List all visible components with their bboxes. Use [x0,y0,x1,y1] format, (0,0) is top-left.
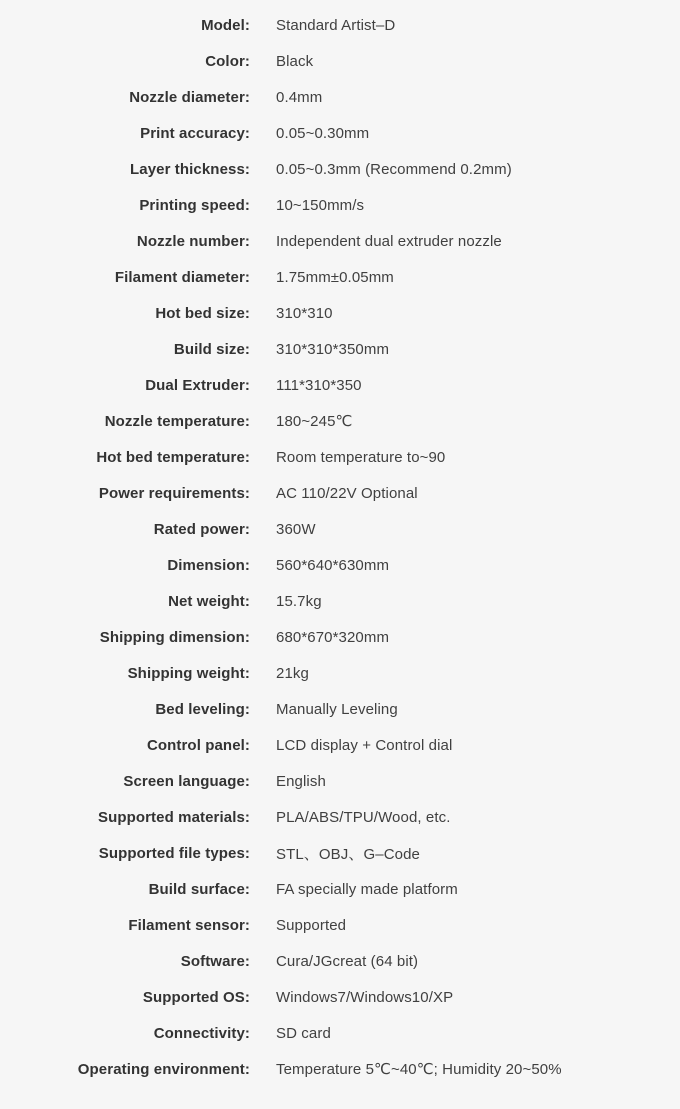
spec-label: Connectivity: [153,1024,250,1042]
spec-label: Model: [201,16,250,34]
spec-value: 310*310*350mm [276,340,390,358]
spec-label: Filament diameter: [114,268,250,286]
spec-row-print-accuracy [0,115,680,151]
spec-value: FA specially made platform [276,880,458,898]
spec-row-layer-thickness [0,151,680,187]
spec-value: Temperature 5℃~40℃; Humidity 20~50% [276,1061,562,1078]
spec-label: Power requirements: [98,484,250,502]
spec-value: 0.05~0.3mm (Recommend 0.2mm) [276,160,512,178]
spec-row-screen-language [0,763,680,799]
spec-row-printing-speed [0,187,680,223]
spec-label: Layer thickness: [130,160,250,178]
spec-row-nozzle-diameter [0,79,680,115]
spec-row-shipping-weight [0,655,680,691]
spec-label: Screen language: [123,772,250,790]
spec-value: 0.4mm [276,88,323,106]
spec-label: Print accuracy: [140,124,250,142]
spec-value: English [276,772,326,790]
spec-row-control-panel [0,727,680,763]
spec-label: Supported OS: [142,988,250,1006]
spec-value: AC 110/22V Optional [276,484,418,502]
spec-value: Supported [276,916,347,934]
spec-label: Nozzle diameter: [129,88,250,106]
spec-row-connectivity [0,1015,680,1051]
spec-value: 680*670*320mm [276,628,390,646]
spec-label: Build surface: [148,880,250,898]
spec-value: 560*640*630mm [276,556,390,574]
spec-value: 15.7kg [276,592,322,610]
spec-row-model [0,7,680,43]
spec-row-rated-power [0,511,680,547]
spec-row-dimension [0,547,680,583]
spec-value: Room temperature to~90 [276,448,446,466]
spec-label: Color: [205,52,250,70]
spec-value: Cura/JGcreat (64 bit) [276,952,419,970]
spec-value: 360W [276,520,316,538]
spec-row-hot-bed-size [0,295,680,331]
spec-value: 310*310 [276,304,333,322]
spec-value: Independent dual extruder nozzle [276,232,502,250]
spec-value: STL、OBJ、G–Code [276,845,420,863]
spec-row-net-weight [0,583,680,619]
spec-value: PLA/ABS/TPU/Wood, etc. [276,808,451,826]
spec-row-hot-bed-temperature [0,439,680,475]
spec-label: Shipping weight: [127,664,250,682]
spec-row-nozzle-number [0,223,680,259]
spec-row-filament-diameter [0,259,680,295]
spec-label: Software: [180,952,250,970]
spec-label: Rated power: [153,520,250,538]
spec-row-nozzle-temperature [0,403,680,439]
spec-row-dual-extruder [0,367,680,403]
spec-row-build-surface [0,871,680,907]
spec-value: 10~150mm/s [276,196,365,214]
spec-row-software [0,943,680,979]
spec-label: Bed leveling: [155,700,250,718]
spec-label: Build size: [173,340,250,358]
spec-row-power-requirements [0,475,680,511]
spec-value: 21kg [276,664,309,682]
spec-row-supported-os [0,979,680,1015]
spec-value: 1.75mm±0.05mm [276,268,394,286]
spec-label: Printing speed: [139,196,250,214]
spec-value: 0.05~0.30mm [276,124,370,142]
spec-row-filament-sensor [0,907,680,943]
spec-label: Supported materials: [97,808,250,826]
spec-label: Hot bed temperature: [96,448,250,466]
spec-value: 180~245℃ [276,413,353,430]
spec-value: SD card [276,1024,331,1042]
spec-row-operating-environment [0,1051,680,1087]
spec-row-build-size [0,331,680,367]
spec-label: Dimension: [167,556,250,574]
spec-value: LCD display + Control dial [276,736,453,754]
spec-value: 111*310*350 [276,376,362,394]
spec-label: Nozzle number: [136,232,250,250]
spec-row-bed-leveling [0,691,680,727]
spec-row-color [0,43,680,79]
spec-label: Operating environment: [77,1060,250,1078]
spec-row-supported-materials [0,799,680,835]
spec-value: Manually Leveling [276,700,398,718]
spec-label: Nozzle temperature: [104,412,250,430]
spec-value: Black [276,52,314,70]
spec-label: Supported file types: [98,844,250,862]
spec-label: Filament sensor: [128,916,250,934]
spec-label: Shipping dimension: [99,628,250,646]
spec-row-shipping-dimension [0,619,680,655]
spec-label: Dual Extruder: [145,376,250,394]
spec-label: Hot bed size: [155,304,250,322]
spec-row-supported-file-types [0,835,680,871]
spec-value: Standard Artist–D [276,16,396,34]
spec-label: Net weight: [168,592,250,610]
spec-value: Windows7/Windows10/XP [276,988,454,1006]
spec-label: Control panel: [146,736,250,754]
